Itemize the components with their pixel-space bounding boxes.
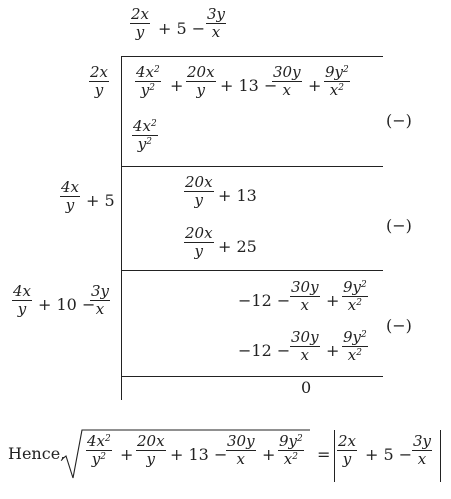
top-division-bar bbox=[121, 56, 383, 57]
conclusion-operator-3: + bbox=[262, 445, 276, 464]
row2-subtrahend-prefix: −12 − bbox=[238, 341, 291, 360]
denominator: y bbox=[136, 450, 166, 468]
row2-term-30y-over-x bbox=[290, 279, 320, 314]
row0-operator-1: + bbox=[170, 76, 184, 95]
numerator: 30y bbox=[291, 328, 319, 346]
denominator: x bbox=[290, 346, 320, 364]
numerator: $4x^2$ bbox=[136, 63, 160, 81]
row0-operator-3: + bbox=[308, 76, 322, 95]
denominator: x bbox=[412, 450, 432, 468]
division-bracket-1 bbox=[121, 56, 122, 166]
conclusion-term-9y2-over-x2 bbox=[278, 433, 304, 468]
denominator: $y^2$ bbox=[132, 135, 158, 153]
numerator: 20x bbox=[185, 224, 213, 242]
denominator: $y^2$ bbox=[86, 450, 112, 468]
denominator: y bbox=[12, 300, 32, 318]
remainder: 0 bbox=[301, 378, 312, 397]
conclusion-operator-1: + bbox=[120, 445, 134, 464]
row0-operator-2: + 13 − bbox=[220, 76, 278, 95]
numerator: $9y^2$ bbox=[343, 328, 367, 346]
conclusion-term-4x2-over-y2 bbox=[86, 433, 112, 468]
numerator: 3y bbox=[91, 282, 110, 300]
denominator: x bbox=[226, 450, 256, 468]
conclusion-prefix: Hence, bbox=[8, 444, 66, 463]
denominator: x bbox=[206, 23, 226, 41]
row2-divisor-operator: + 10 − bbox=[38, 295, 96, 314]
numerator: 3y bbox=[413, 432, 432, 450]
numerator: $9y^2$ bbox=[279, 432, 303, 450]
row2-divisor-4x-over-y bbox=[12, 283, 32, 318]
row2-divisor-3y-over-x bbox=[90, 283, 110, 318]
denominator: x bbox=[290, 296, 320, 314]
numerator: $9y^2$ bbox=[325, 63, 349, 81]
row0-subtrahend bbox=[132, 118, 158, 153]
quotient-operator: + 5 − bbox=[158, 19, 206, 38]
denominator: $x^2$ bbox=[324, 81, 350, 99]
denominator: x bbox=[272, 81, 302, 99]
row1-divisor-4x-over-y bbox=[60, 179, 80, 214]
numerator: 3y bbox=[207, 5, 226, 23]
row1-term-operator: + 13 bbox=[218, 186, 257, 205]
quotient-term-3y-over-x bbox=[206, 6, 226, 41]
numerator: 30y bbox=[291, 278, 319, 296]
denominator: $x^2$ bbox=[342, 296, 368, 314]
numerator: 20x bbox=[137, 432, 165, 450]
row1-rule bbox=[121, 166, 383, 167]
denominator: $x^2$ bbox=[278, 450, 304, 468]
numerator: 30y bbox=[227, 432, 255, 450]
conclusion-equals: = bbox=[317, 445, 331, 464]
division-bracket-3 bbox=[121, 270, 122, 400]
numerator: 2x bbox=[338, 432, 357, 450]
division-bracket-2 bbox=[121, 166, 122, 270]
conclusion-term-30y-over-x bbox=[226, 433, 256, 468]
quotient-term-2x-over-y bbox=[130, 6, 150, 41]
row1-subtrahend-operator: + 25 bbox=[218, 237, 257, 256]
numerator: 4x bbox=[13, 282, 32, 300]
row2-subtrahend-30y-over-x bbox=[290, 329, 320, 364]
denominator: y bbox=[60, 196, 80, 214]
numerator: 4x bbox=[61, 178, 80, 196]
conclusion-result-3y-over-x bbox=[412, 433, 432, 468]
row1-divisor-operator: + 5 bbox=[86, 191, 115, 210]
row1-subtract-sign: (−) bbox=[386, 216, 412, 235]
conclusion-result-2x-over-y bbox=[337, 433, 357, 468]
numerator: $9y^2$ bbox=[343, 278, 367, 296]
row2-rule bbox=[121, 270, 383, 271]
numerator: 20x bbox=[187, 63, 215, 81]
row0-term-4x2-over-y2 bbox=[135, 64, 161, 99]
row0-subtract-sign: (−) bbox=[386, 111, 412, 130]
denominator: y bbox=[186, 81, 216, 99]
absolute-value-bar-right bbox=[440, 430, 441, 482]
row2-term-operator: + bbox=[326, 291, 340, 310]
row2-term-9y2-over-x2 bbox=[342, 279, 368, 314]
row0-divisor bbox=[89, 64, 109, 99]
numerator: 2x bbox=[131, 5, 150, 23]
row2-subtrahend-9y2-over-x2 bbox=[342, 329, 368, 364]
denominator: y bbox=[184, 191, 214, 209]
denominator: x bbox=[90, 300, 110, 318]
numerator: 20x bbox=[185, 173, 213, 191]
row3-rule bbox=[121, 376, 383, 377]
denominator: y bbox=[89, 81, 109, 99]
conclusion-operator-2: + 13 − bbox=[170, 445, 228, 464]
numerator: $4x^2$ bbox=[87, 432, 111, 450]
absolute-value-bar-left bbox=[334, 430, 335, 482]
denominator: y bbox=[337, 450, 357, 468]
denominator: $y^2$ bbox=[135, 81, 161, 99]
denominator: y bbox=[130, 23, 150, 41]
row0-term-20x-over-y bbox=[186, 64, 216, 99]
row1-term-20x-over-y bbox=[184, 174, 214, 209]
row1-subtrahend-20x-over-y bbox=[184, 225, 214, 260]
row2-term-prefix: −12 − bbox=[238, 291, 291, 310]
row0-term-30y-over-x bbox=[272, 64, 302, 99]
row2-subtrahend-operator: + bbox=[326, 341, 340, 360]
row0-term-9y2-over-x2 bbox=[324, 64, 350, 99]
conclusion-result-operator: + 5 − bbox=[365, 445, 413, 464]
numerator: 2x bbox=[90, 63, 109, 81]
numerator: $4x^2$ bbox=[133, 117, 157, 135]
denominator: $x^2$ bbox=[342, 346, 368, 364]
row2-subtract-sign: (−) bbox=[386, 316, 412, 335]
numerator: 30y bbox=[273, 63, 301, 81]
denominator: y bbox=[184, 242, 214, 260]
conclusion-term-20x-over-y bbox=[136, 433, 166, 468]
